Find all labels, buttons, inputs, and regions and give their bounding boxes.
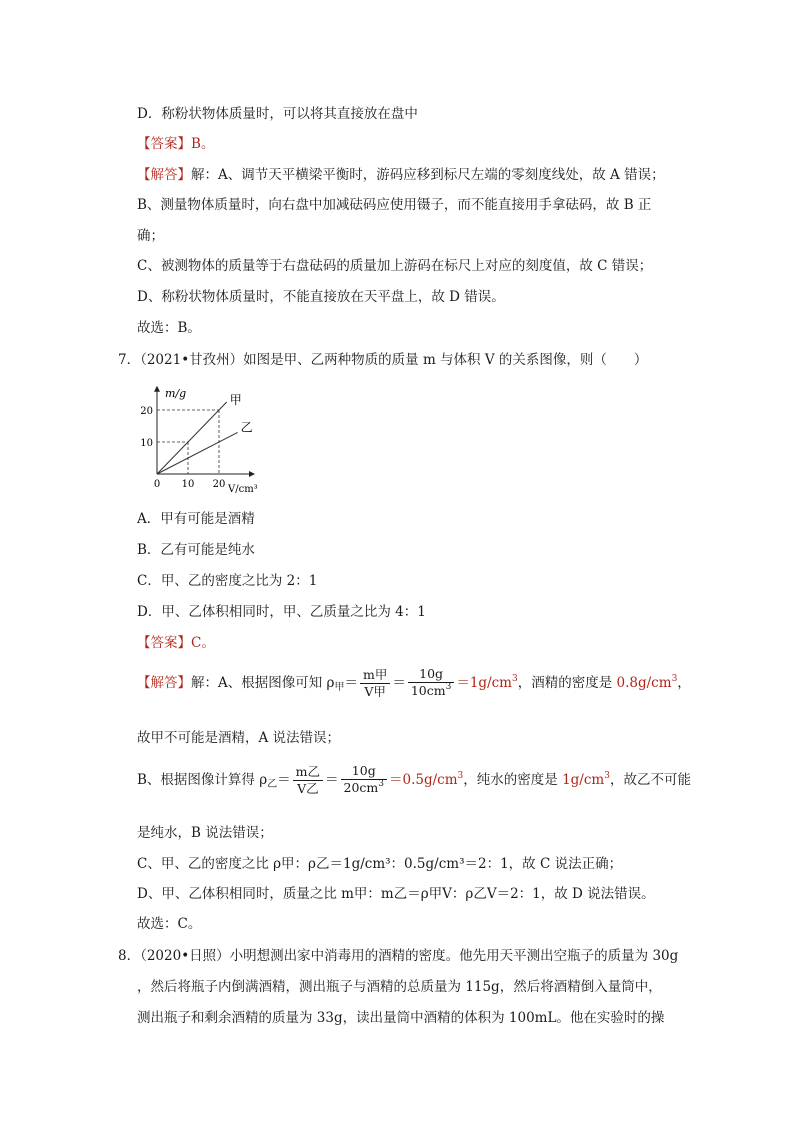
x-tick-label: 10 bbox=[181, 479, 195, 490]
comma: ， bbox=[677, 675, 691, 691]
q7-analysis-b-line2: 是纯水，B 说法错误； bbox=[137, 825, 273, 841]
q7-analysis-b-tail: ，故乙不可能 bbox=[609, 772, 691, 788]
q6-analysis-tag: 【解答】 bbox=[137, 167, 191, 183]
mass-volume-chart bbox=[130, 382, 280, 500]
superscript: 3 bbox=[457, 771, 464, 781]
q7-analysis-a-pre: 解：A、根据图像可知 ρ bbox=[191, 675, 335, 691]
q6-analysis-d: D、称粉状物体质量时，不能直接放在天平盘上，故 D 错误。 bbox=[137, 289, 505, 305]
q8-line1 bbox=[118, 946, 678, 966]
series-line-jia bbox=[157, 402, 227, 474]
frac-denominator: V甲 bbox=[364, 684, 386, 699]
q7-stem-text: （2021•甘孜州）如图是甲、乙两种物质的质量 m 与体积 V 的关系图像，则（ ） bbox=[140, 352, 648, 368]
q7-analysis-d: D、甲、乙体积相同时，质量之比 m甲：m乙＝ρ甲V：ρ乙V＝2：1，故 D 说法错误。 bbox=[137, 886, 655, 902]
fraction-m-over-v-yi bbox=[293, 764, 323, 797]
q7-rho-sub-yi: 乙 bbox=[267, 779, 278, 790]
q7-option-d: D．甲、乙体积相同时，甲、乙质量之比为 4：1 bbox=[137, 604, 426, 620]
q6-option-d: D．称粉状物体质量时，可以将其直接放在盘中 bbox=[137, 106, 418, 122]
equals-sign: ＝ bbox=[344, 675, 358, 691]
frac-den-text: 10cm bbox=[410, 683, 446, 698]
x-axis-arrow bbox=[249, 471, 255, 477]
frac-numerator: 10g bbox=[341, 763, 388, 780]
q6-analysis-a-text: 解：A、调节天平横梁平衡时，游码应移到标尺左端的零刻度线处，故 A 错误； bbox=[191, 167, 665, 183]
q7-rho-sub-jia: 甲 bbox=[334, 682, 345, 693]
y-axis-arrow bbox=[154, 386, 160, 392]
q7-analysis-a bbox=[137, 665, 691, 703]
frac-den-text: 20cm bbox=[343, 780, 379, 795]
q7-answer: 【答案】C。 bbox=[137, 635, 215, 651]
superscript: 3 bbox=[512, 674, 518, 684]
q8-line3: 测出瓶子和剩余酒精的质量为 33g，读出量筒中酒精的体积为 100mL。他在实验时的操 bbox=[137, 1010, 665, 1026]
superscript: 3 bbox=[604, 771, 610, 781]
series-label-jia: 甲 bbox=[229, 393, 242, 407]
superscript: 3 bbox=[445, 682, 452, 692]
superscript: 3 bbox=[378, 779, 385, 789]
q7-option-c: C．甲、乙的密度之比为 2：1 bbox=[137, 573, 318, 589]
q6-analysis-b1: B、测量物体质量时，向右盘中加减砝码应使用镊子，而不能直接用手拿砝码，故 B 正 bbox=[137, 197, 652, 213]
q6-analysis-b2: 确； bbox=[137, 228, 164, 244]
equals-sign: ＝ bbox=[392, 675, 406, 691]
y-tick-label: 20 bbox=[140, 406, 153, 417]
equals-sign: ＝ bbox=[277, 772, 291, 788]
q7-option-b: B．乙有可能是纯水 bbox=[137, 542, 255, 558]
fraction-values-jia bbox=[408, 666, 455, 701]
alcohol-density: 0.8g/cm bbox=[612, 675, 672, 691]
q7-analysis-b bbox=[137, 762, 691, 800]
result-yi: ＝0.5g/cm bbox=[389, 772, 458, 788]
frac-numerator: m甲 bbox=[360, 667, 390, 684]
water-density: 1g/cm bbox=[557, 772, 605, 788]
equals-sign: ＝ bbox=[325, 772, 339, 788]
frac-denominator: V乙 bbox=[297, 781, 319, 796]
q7-stem bbox=[118, 350, 647, 370]
q8-line2: ，然后将瓶子内倒满酒精，测出瓶子与酒精的总质量为 115g，然后将酒精倒入量筒中， bbox=[137, 979, 662, 995]
q7-analysis-a-line2: 故甲不可能是酒精，A 说法错误； bbox=[137, 730, 341, 746]
series-line-yi bbox=[157, 432, 238, 474]
result-jia: ＝1g/cm bbox=[456, 675, 512, 691]
x-tick-label: 20 bbox=[212, 479, 226, 490]
fraction-m-over-v-jia bbox=[360, 667, 390, 700]
q7-number: 7． bbox=[118, 352, 141, 368]
q7-analysis-tag: 【解答】 bbox=[137, 675, 191, 691]
frac-numerator: m乙 bbox=[293, 764, 323, 781]
x-tick-label: 0 bbox=[153, 479, 161, 490]
frac-numerator: 10g bbox=[408, 666, 455, 683]
q6-analysis-c: C、被测物体的质量等于右盘砝码的质量加上游码在标尺上对应的刻度值，故 C 错误； bbox=[137, 258, 653, 274]
q7-option-a: A．甲有可能是酒精 bbox=[137, 511, 255, 527]
frac-denominator bbox=[408, 683, 455, 701]
series-label-yi: 乙 bbox=[240, 420, 253, 435]
q7-analysis-b-post: ，纯水的密度是 bbox=[463, 772, 558, 788]
q7-conclusion: 故选：C。 bbox=[137, 916, 202, 932]
q6-conclusion: 故选：B。 bbox=[137, 320, 201, 336]
fraction-values-yi bbox=[341, 763, 388, 798]
q6-analysis-a bbox=[137, 165, 665, 185]
q7-analysis-c: C、甲、乙的密度之比 ρ甲：ρ乙＝1g/cm³：0.5g/cm³＝2：1，故 C 说法正确； bbox=[137, 856, 623, 872]
y-tick-label: 10 bbox=[140, 438, 153, 449]
q6-answer: 【答案】B。 bbox=[137, 136, 215, 152]
q8-line1-text: （2020•日照）小明想测出家中消毒用的酒精的密度。他先用天平测出空瓶子的质量为 30g bbox=[140, 948, 679, 964]
q7-analysis-a-post: ，酒精的密度是 bbox=[517, 675, 613, 691]
q8-number: 8． bbox=[118, 948, 141, 964]
superscript: 3 bbox=[671, 674, 678, 684]
q7-analysis-b-pre: B、根据图像计算得 ρ bbox=[137, 772, 268, 788]
x-axis-label: V/cm³ bbox=[228, 484, 258, 495]
y-axis-label: m/g bbox=[165, 386, 187, 400]
frac-denominator bbox=[341, 780, 388, 798]
